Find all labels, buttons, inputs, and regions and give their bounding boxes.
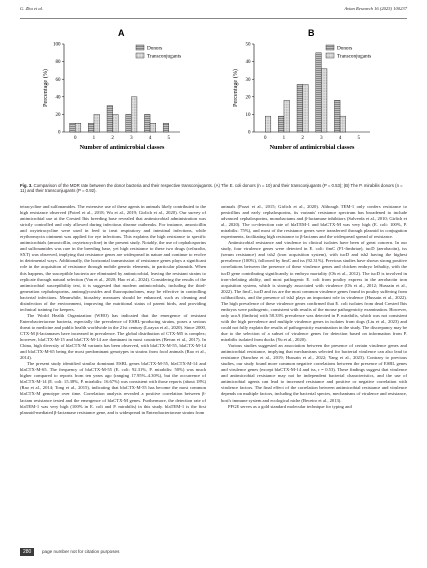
x-tick-label: 3 (130, 136, 133, 141)
footer-note: page number not for citation purposes (42, 549, 120, 554)
bar-donors (70, 123, 76, 132)
bar-transconjugants (284, 100, 290, 132)
y-axis-label: Percentage (%) (232, 69, 239, 107)
legend-label: Donors (337, 45, 353, 52)
x-tick-label: 5 (357, 136, 361, 141)
y-tick-label: 20 (245, 95, 251, 101)
paragraph: Various studies suggested an association between the presence of certain virulence genes and antimicrobial resistance, implying that mechanisms selected for bacterial virulence can also lead to resistance (Sanchez et al., 2019; Hussain et al., 2022; Yang et al., 2023). Contrary to previous studies, our study found more common negative correlations between the presence of ESBL genes and virulence genes (except blaCTX-M-14 and iss, r = 0.53). These findings suggest that virulence and antimicrobial resistance may not be independent bacterial characteristics, and the use of antimicrobial agents can lead to increased resistance and positive or negative correlation with virulence factors. The final effect of the correlation between antimicrobial resistance and virulence depends on multiple factors, including the bacterial species, mechanisms of virulence and resistance, host's immune system and ecological niche (Beceiro et al., 2013). (221, 343, 407, 403)
x-tick-label: 3 (320, 136, 323, 141)
x-tick-label: 0 (73, 136, 77, 141)
bar-donors (88, 123, 94, 132)
paragraph: The present study identified similar dominant ESBL genes blaCTX-M-55, blaCTX-M-14 and blaCTX-M-65. The frequency of blaCTX-M-55 (E. coli: 92.31%, P. mirabilis: 50%) was much higher compared to reports from ten years ago (ranging 17.95%–4.30%), but the occurrence of blaCTX-M-14 (E. coli: 15.38%, P. mirabilis: 16.67%) was consistent with those reports (about 18%) (Rao et al., 2014; Tong et al., 2015), indicating that blaCTX-M-55 has become the most common blaCTX-M genotype over time. Correlation analysis revealed a positive correlation between β-lactam resistance tested and the emergence of blaCTX-M genes. Furthermore, the detection rate of blaTEM-1 was very high (100% in E. coli and P. mirabilis) in this study. blaTEM-1 is the first plasmid-mediated β-lactamase resistance gene, and is widespread in Enterobacteriaceae strains from (20, 361, 206, 415)
paragraph: animals (Pozzi et al., 2015; Girlich et al., 2020). Although TEM-1 only confers resistance to penicillins and early cephalosporins, its variants' resistance spectrum has broadened to include advanced cephalosporins, monobactams and β-lactamase inhibitors (Salverda et al., 2010; Girlich et al., 2020). The co-detection rate of blaTEM-1 and blaCTX-M was very high (E. coli: 100%, P. mirabilis: 75%), and most of the resistance genes were transferred through plasmid in conjugation experiments, facilitating high resistance to β-lactams and the widespread spread of resistance. (221, 204, 407, 240)
legend-label: Transconjugants (337, 53, 372, 60)
caption-text: Comparison of the MDR rate between the donor bacteria and their respective transconjugants. (A) The E. coli donors (n = 10) and their transconjugants (P = 0.53); (B) The P. mirabilis donors (n = 11) and their transconjugants (P = 0.92). (20, 183, 403, 194)
panel-a (42, 28, 181, 151)
bar-transconjugants (303, 84, 309, 132)
bar-transconjugants (131, 97, 137, 132)
y-tick-label: 30 (245, 77, 251, 83)
x-axis-label: Number of antimicrobial classes (79, 144, 165, 151)
panel-b (232, 28, 371, 151)
x-tick-label: 2 (111, 136, 114, 141)
y-tick-label: 40 (245, 60, 251, 66)
panel-label: A (118, 28, 125, 38)
y-tick-label: 50 (245, 42, 251, 48)
bar-transconjugants (340, 116, 346, 132)
legend-swatch (136, 53, 144, 58)
y-tick-label: 20 (55, 113, 61, 118)
bar-donors (144, 114, 150, 132)
bar-transconjugants (113, 114, 119, 132)
x-axis-label: Number of antimicrobial classes (269, 144, 355, 151)
right-column (221, 204, 407, 410)
header-authors: G. Zhu et al. (20, 6, 44, 11)
figure-caption (20, 183, 407, 194)
x-tick-label: 4 (338, 136, 342, 141)
legend-swatch (136, 45, 144, 50)
paragraph: tetracycline and sulfonamides. The extensive use of these agents in animals likely contributed to the high resistance observed (Poirel et al., 2018; Wu et al., 2019; Girlich et al., 2020). Our survey of antimicrobial use at the Crested Ibis breeding base revealed that antimicrobial administration was strictly controlled and only allowed during infectious disease outbreaks. For instance, amoxicillin and oxytetracycline were used in feed to treat respiratory and intestinal infections, while erythromycin ointment was applied for eye infections. This explains the high resistance to specific antimicrobials (amoxicillin, oxytetracycline) in the present study. Notably, the use of cephalosporins and sulfonamides was rare in the breeding base, yet high resistance to these two drugs (cefazolin, SXT) was observed, implying that resistance genes are widespread in nature and continue to evolve in detrimental ways. Additionally, the horizontal transmission of resistance genes plays a significant role in the acquisition of resistance through mobile genetic elements, in particular plasmids. When this happens, the susceptible bacteria are eliminated by antimicrobial, leaving the resistant strains to replicate through natural selection (Van et al., 2020; Hao et al., 2024). Considering the results of the antimicrobial susceptibility test, it is suggested that modern antimicrobials, including the third-generation cephalosporins, aminoglycosides and fluoroquinolones, may be effective in controlling bacterial infections. Meanwhile, biosafety measures should be enhanced, such as cleaning and disinfection of the environment, improving the nutritional status of parent birds, and providing technical training for keepers. (20, 204, 206, 312)
y-tick-label: 80 (55, 60, 61, 66)
header-journal: Avian Research 16 (2025) 100237 (344, 6, 407, 11)
paragraph: The World Health Organization (WHO) has indicated that the emergence of resistant Enterobacteriaceae bacteria, especially the prevalence of ESBL-producing strains, poses a serious threat to medicine and public health worldwide in the 21st century (Loayza et al., 2020). Since 2000, CTX-M β-lactamases have increased in prevalence. The global distribution of CTX-M5 is complex; however, blaCTX-M-15 and blaCTX-M-14 are dominant in most countries (Bevan et al., 2017). In China, high diversity of blaCTX-M variants has been observed, with blaCTX-M-55, blaCTX-M-14 and blaCTX-M-65 being the most predominant genotypes in strains from food animals (Rao et al., 2014). (20, 312, 206, 361)
legend-swatch (326, 53, 334, 58)
bar-transconjugants (150, 123, 156, 132)
y-tick-label: 0 (248, 130, 251, 136)
y-tick-label: 60 (55, 77, 61, 83)
x-tick-label: 1 (92, 136, 96, 141)
y-tick-label: 100 (53, 42, 61, 48)
legend-label: Transconjugants (147, 53, 182, 60)
y-axis-label: Percentage (%) (42, 69, 49, 107)
caption-label: Fig. 3. (20, 183, 33, 188)
legend-swatch (326, 45, 334, 50)
bar-donors (107, 106, 113, 132)
bar-transconjugants (75, 123, 81, 132)
page-footer (20, 545, 407, 559)
y-tick-label: 10 (245, 113, 251, 118)
bar-donors (297, 84, 303, 132)
left-column (20, 204, 206, 416)
bar-donors (316, 53, 322, 132)
bar-transconjugants (321, 69, 327, 132)
legend-label: Donors (147, 45, 163, 52)
x-tick-label: 5 (167, 136, 171, 141)
bar-donors (334, 100, 340, 132)
bar-donors (278, 116, 284, 132)
x-tick-label: 4 (148, 136, 152, 141)
page-number: 280 (20, 548, 34, 556)
y-tick-label: 0 (58, 130, 61, 136)
paragraph: Antimicrobial resistance and virulence in clinical isolates have been of great concern. In our study, four virulence genes were detected in E. coli: fimC (F1-fimbriae), iucD (aerobactin), iss (serum resistance) and tsh2 (iron acquisition system), with iucD and tsh2 having the highest prevalence (100%), followed by fimC and iss (92.31%). Previous studies have shown strong positive correlations between the presence of these virulence genes and chicken embryo lethality, with the iucD gene contributing significantly to embryo mortality (Oh et al., 2012). The iucD is involved in iron-chelating ability, and most pathogenic E. coli from poultry express in the aerobactin iron acquisition system, which is strongly associated with virulence (Oh et al., 2012; Hussain et al., 2022). The fimC, iucD and iss are the most common virulence genes found in poultry suffering from colibacillosis, and the presence of tsh2 plays an important role in virulence (Hussain et al., 2022). The high prevalence of these virulence genes confirmed that E. coli isolates from dead Crested Ibis embryos were pathogenic, consistent with results of the mouse pathogenicity examination. However, only ucoA (fimbria) with 58.33% prevalence was detected in P. mirabilis, which was not consistent with the high prevalence and multiple virulence genes in isolates from dogs (Liu et al., 2023) and could not fully explain the results of pathogenicity examination in the study. The discrepancy may be due to the selection of a subset of virulence genes for detection based on information from P. mirabilis isolated from ducks (Yu et al., 2020). (221, 240, 407, 343)
header-rule (20, 18, 407, 19)
paragraph: PFGE serves as a gold standard molecular technique for typing and (228, 403, 352, 409)
bar-transconjugants (94, 114, 100, 132)
bar-donors (126, 114, 132, 132)
panel-label: B (308, 28, 315, 38)
figure-3 (20, 22, 407, 172)
x-tick-label: 2 (301, 136, 304, 141)
running-header (20, 6, 407, 18)
x-tick-label: 1 (282, 136, 286, 141)
x-tick-label: 0 (263, 136, 267, 141)
bar-transconjugants (265, 116, 271, 132)
y-tick-label: 40 (55, 95, 61, 101)
bar-donors (163, 123, 169, 132)
